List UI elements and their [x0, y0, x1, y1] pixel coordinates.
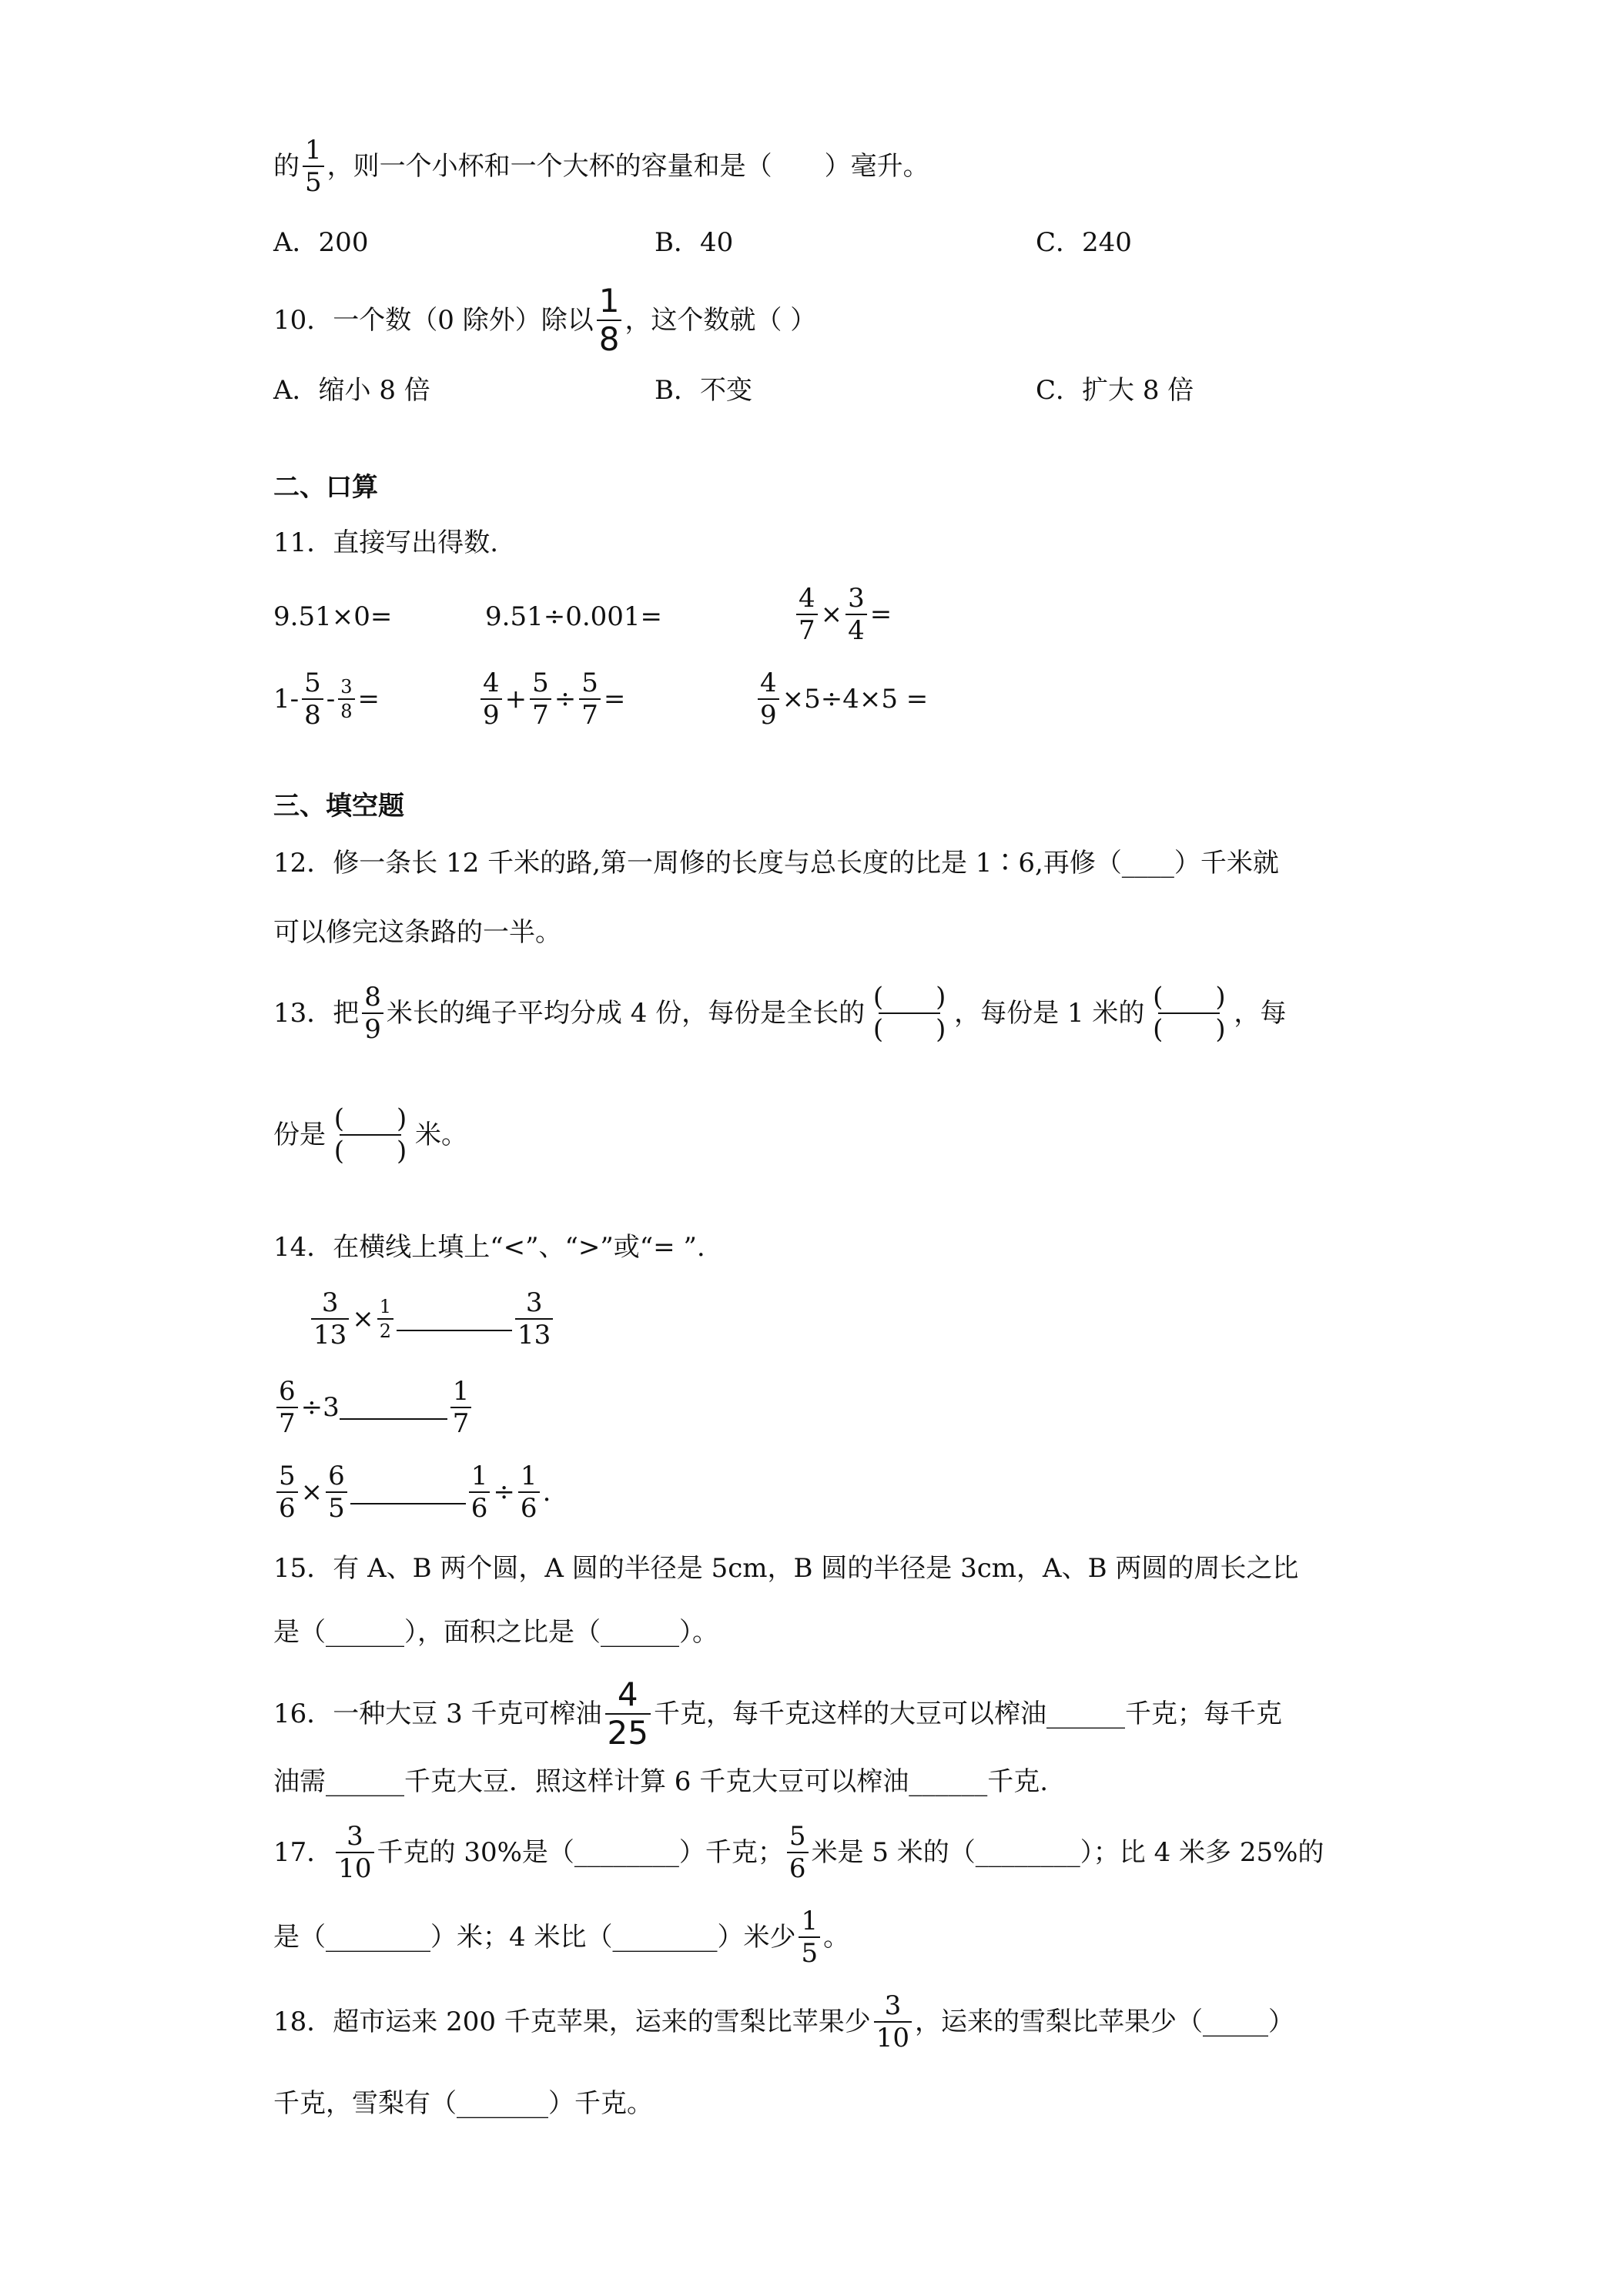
q11-text: 11．直接写出得数. [273, 527, 499, 558]
fraction: $\frac{4}{9}$ [758, 670, 779, 728]
fraction: $\frac{3}{10}$ [336, 1823, 373, 1882]
fraction: $\frac{3}{10}$ [874, 1993, 912, 2051]
fraction: $\frac{5}{7}$ [530, 670, 551, 728]
q11-expr-6: $\frac{4}{9}$ ×5÷4×5 = [755, 670, 928, 728]
fraction: $\frac{1}{5}$ [303, 137, 324, 196]
q9-option-a[interactable]: A．200 [273, 227, 369, 258]
q14-row-2: $\frac{6}{7}$ ÷3 $\frac{1}{7}$ [273, 1378, 474, 1437]
q9-line [273, 137, 929, 196]
fraction: $\frac{5}{7}$ [579, 670, 601, 728]
fraction: $\frac{5}{6}$ [276, 1463, 298, 1521]
q16-line-1: 16．一种大豆 3 千克可榨油 $\frac{4}{25}$ 千克，每千克这样的大豆可以榨油______千克；每千克 [273, 1675, 1282, 1752]
fraction: $\frac{3}{4}$ [845, 585, 867, 644]
q11-expr-3: $\frac{4}{7}$ × $\frac{3}{4}$ = [793, 585, 892, 644]
fraction: $\frac{6}{7}$ [276, 1378, 298, 1437]
fraction: $\frac{6}{5}$ [326, 1463, 347, 1521]
fraction: $\frac{5}{8}$ [302, 670, 323, 728]
q17-line-2: 是（________）米；4 米比（________）米少 $\frac{1}{5}$ 。 [273, 1906, 850, 1969]
q15-line-1: 15．有 A、B 两个圆，A 圆的半径是 5cm，B 圆的半径是 3cm，A、B 两圆的周长之比 [273, 1553, 1299, 1584]
fraction: $\frac{4}{25}$ [605, 1678, 651, 1749]
answer-blank[interactable] [350, 1480, 466, 1504]
q9-prefix: 的 [273, 151, 300, 182]
blank-fraction[interactable]: $\frac{( )}{( )}$ [1153, 982, 1226, 1045]
fraction: $\frac{5}{6}$ [787, 1823, 809, 1882]
q11-expr-1: 9.51×0= [273, 601, 393, 632]
q11-expr-4: 1- $\frac{5}{8}$ - $\frac{3}{8}$ = [273, 668, 380, 731]
q11-expr-5: $\frac{4}{9}$ + $\frac{5}{7}$ ÷ $\frac{5}{7}$ = [477, 670, 625, 728]
q10-text: 10．一个数（0 除外）除以 [273, 305, 594, 336]
q11-expr-2: 9.51÷0.001= [485, 601, 663, 632]
section-title-mental-math: 二、口算 [273, 472, 378, 503]
q10-option-a[interactable]: A．缩小 8 倍 [273, 375, 430, 406]
fraction: $\frac{3}{8}$ [338, 678, 354, 721]
q12-line-2: 可以修完这条路的一半。 [273, 917, 561, 948]
q10-option-c[interactable]: C．扩大 8 倍 [1036, 375, 1194, 406]
blank-fraction[interactable]: $\frac{( )}{( )}$ [333, 1103, 407, 1166]
q14-row-3: $\frac{5}{6}$ × $\frac{6}{5}$ $\frac{1}{6}$ ÷ $\frac{1}{6}$ . [273, 1463, 551, 1521]
blank-fraction[interactable]: $\frac{( )}{( )}$ [872, 982, 946, 1045]
q15-line-2: 是（______），面积之比是（______）。 [273, 1617, 718, 1648]
q14-text: 14．在横线上填上“<”、“>”或“= ”. [273, 1232, 705, 1263]
fraction: $\frac{1}{2}$ [377, 1297, 393, 1340]
q12-line-1: 12．修一条长 12 千米的路,第一周修的长度与总长度的比是 1∶6,再修（____）千米就 [273, 848, 1279, 879]
section-title-fill-in: 三、填空题 [273, 791, 404, 822]
q9-option-c[interactable]: C．240 [1036, 227, 1132, 258]
q9-option-b[interactable]: B．40 [655, 227, 734, 258]
q16-line-2: 油需______千克大豆．照这样计算 6 千克大豆可以榨油______千克. [273, 1766, 1049, 1797]
q10-line [273, 282, 817, 358]
q10-rest: ，这个数就（ ） [624, 305, 817, 336]
fraction: $\frac{4}{9}$ [481, 670, 502, 728]
fraction: $\frac{1}{6}$ [469, 1463, 491, 1521]
answer-blank[interactable] [340, 1395, 447, 1420]
fraction: $\frac{4}{7}$ [796, 585, 818, 644]
fraction: $\frac{3}{13}$ [515, 1290, 553, 1348]
q17-line-1: 17． $\frac{3}{10}$ 千克的 30%是（________）千克； $\frac{5}{6}$ 米是 5 米的（________）；比 4 米多 25%的 [273, 1821, 1324, 1884]
fraction: $\frac{1}{6}$ [518, 1463, 540, 1521]
answer-blank[interactable] [397, 1307, 512, 1331]
fraction: $\frac{3}{13}$ [311, 1290, 349, 1348]
q13-line-2: 份是 $\frac{( )}{( )}$ 米。 [273, 1103, 467, 1166]
q13-line-1: 13．把 $\frac{8}{9}$ 米长的绳子平均分成 4 份，每份是全长的 $\frac{( )}{( )}$ ，每份是 1 米的 $\frac{( )}{( )}$ ，每 [273, 982, 1287, 1045]
fraction: $\frac{8}{9}$ [362, 984, 383, 1043]
q10-option-b[interactable]: B．不变 [655, 375, 752, 406]
fraction: $\frac{1}{8}$ [597, 285, 622, 356]
fraction: $\frac{1}{5}$ [799, 1908, 820, 1966]
q18-line-1: 18．超市运来 200 千克苹果，运来的雪梨比苹果少 $\frac{3}{10}$ ，运来的雪梨比苹果少（_____） [273, 1990, 1295, 2053]
fraction: $\frac{1}{7}$ [450, 1378, 472, 1437]
q9-text: ，则一个小杯和一个大杯的容量和是（ ）毫升。 [326, 151, 929, 182]
q18-line-2: 千克，雪梨有（_______）千克。 [273, 2088, 653, 2119]
q14-row-1: $\frac{3}{13}$ × $\frac{1}{2}$ $\frac{3}{13}$ [308, 1290, 556, 1348]
